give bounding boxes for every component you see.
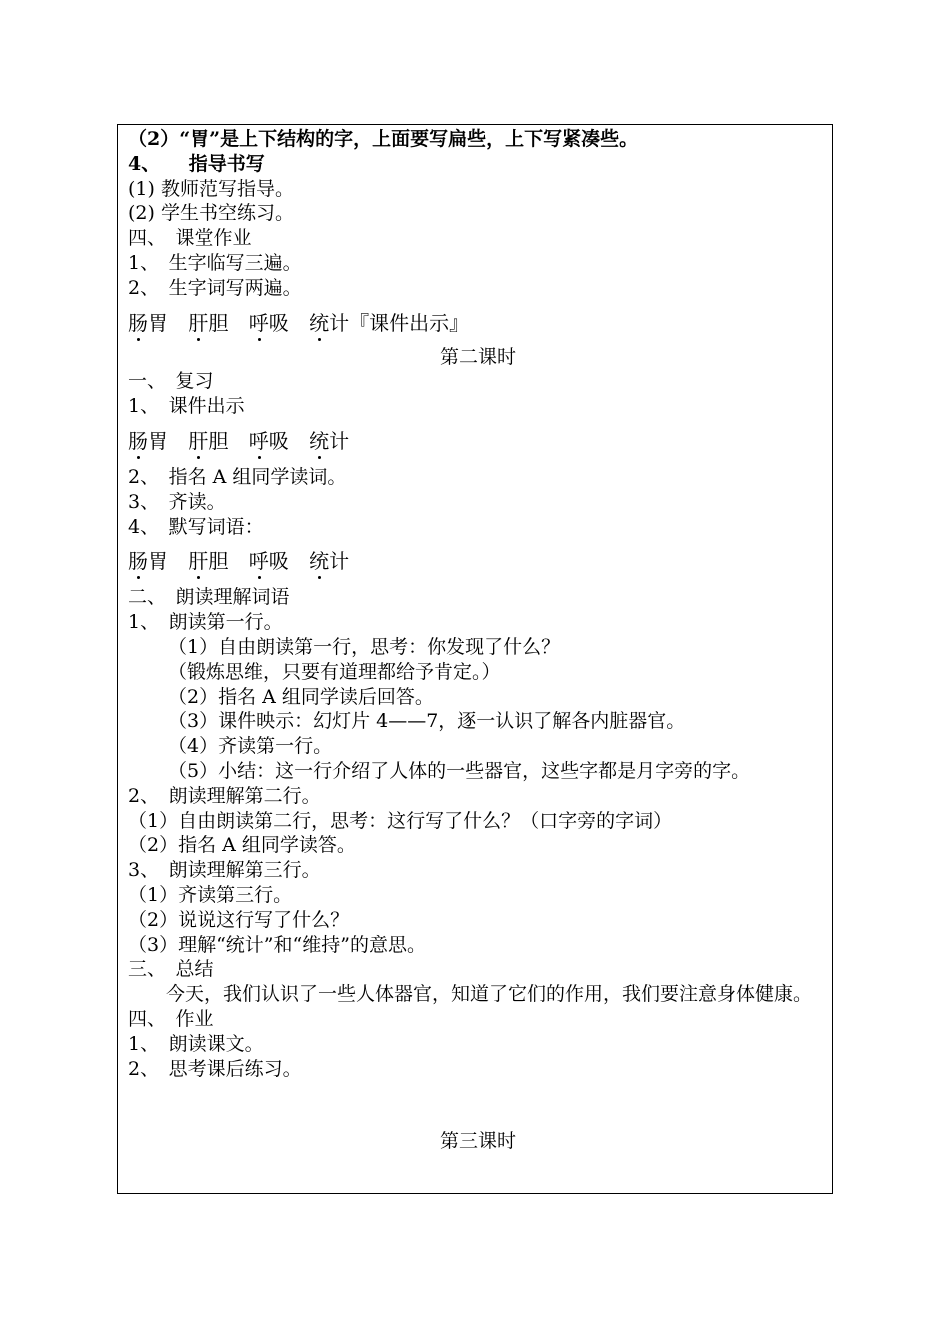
vocab-word: 肠胃 [128, 541, 168, 581]
courseware-note: 『课件出示』 [349, 310, 470, 335]
text-line: 4、 默写词语： [128, 515, 264, 538]
vocabulary-row [128, 303, 828, 343]
text-line: （2）指名 A 组同学读后回答。 [168, 685, 434, 708]
vocab-word: 统计 [309, 421, 349, 461]
section-title: 第三课时 [439, 1129, 516, 1152]
text-line: 3、 朗读理解第三行。 [128, 859, 321, 882]
text-line: （1）齐读第三行。 [128, 883, 293, 906]
text-line: 一、 复习 [128, 370, 214, 393]
vocabulary-row [128, 541, 828, 581]
emphasis-dot [197, 338, 200, 341]
text-line: （锻炼思维，只要有道理都给予肯定。） [168, 660, 501, 683]
vocab-word: 肠胃 [128, 303, 168, 343]
text-line: （2）说说这行写了什么？ [128, 908, 350, 931]
text-line: （4）齐读第一行。 [168, 735, 333, 758]
text-line: 2、 指名 A 组同学读词。 [128, 465, 347, 488]
emphasis-dot [258, 338, 261, 341]
text-line: （3）理解“统计”和“维持”的意思。 [128, 933, 426, 956]
emphasis-dot [137, 456, 140, 459]
vocabulary-row [128, 421, 828, 461]
section-heading: 四、 作业 [128, 1008, 214, 1031]
text-line: 4、 指导书写 [128, 152, 265, 175]
text-line: （1）自由朗读第二行，思考：这行写了什么？（口字旁的字词） [128, 809, 673, 832]
emphasis-dot [137, 576, 140, 579]
emphasis-dot [197, 456, 200, 459]
vocab-word: 统计 [309, 541, 349, 581]
vocab-word: 呼吸 [249, 421, 289, 461]
section-title: 第二课时 [439, 345, 516, 368]
emphasis-dot [197, 576, 200, 579]
vocab-word: 肝胆 [188, 541, 228, 581]
text-line: （2）“胃”是上下结构的字，上面要写扁些，上下写紧凑些。 [128, 128, 639, 150]
emphasis-dot [318, 338, 321, 341]
emphasis-dot [258, 576, 261, 579]
text-line: (2) 学生书空练习。 [128, 202, 294, 225]
text-line: （5）小结：这一行介绍了人体的一些器官，这些字都是月字旁的字。 [168, 759, 751, 782]
vocab-word: 肝胆 [188, 303, 228, 343]
text-line: 四、 课堂作业 [128, 227, 252, 250]
vocab-word: 肝胆 [188, 421, 228, 461]
text-line: 3、 齐读。 [128, 490, 226, 513]
text-line: 1、 朗读课文。 [128, 1032, 264, 1055]
lesson-plan-table [117, 124, 833, 1194]
lesson-content [128, 127, 828, 1153]
text-line: 1、 生字临写三遍。 [128, 251, 302, 274]
emphasis-dot [137, 338, 140, 341]
section-heading: 三、 总结 [128, 958, 214, 981]
emphasis-dot [318, 456, 321, 459]
emphasis-dot [258, 456, 261, 459]
text-line: 1、 朗读第一行。 [128, 611, 283, 634]
vocab-word: 呼吸 [249, 541, 289, 581]
text-line: （1）自由朗读第一行，思考：你发现了什么？ [168, 635, 561, 658]
text-line: 2、 朗读理解第二行。 [128, 784, 321, 807]
text-line: （2）指名 A 组同学读答。 [128, 834, 356, 857]
section-heading: 二、 朗读理解词语 [128, 586, 290, 609]
text-line: 1、 课件出示 [128, 395, 245, 418]
spacer [128, 1082, 828, 1129]
vocab-word: 统计 [309, 303, 349, 343]
text-line: (1) 教师范写指导。 [128, 177, 294, 200]
text-line: 2、 思考课后练习。 [128, 1057, 302, 1080]
summary-paragraph: 今天，我们认识了一些人体器官，知道了它们的作用，我们要注意身体健康。 [166, 983, 813, 1006]
vocab-word: 肠胃 [128, 421, 168, 461]
text-line: 2、 生字词写两遍。 [128, 276, 302, 299]
text-line: （3）课件映示：幻灯片 4——7，逐一认识了解各内脏器官。 [168, 710, 686, 733]
vocab-word: 呼吸 [249, 303, 289, 343]
emphasis-dot [318, 576, 321, 579]
